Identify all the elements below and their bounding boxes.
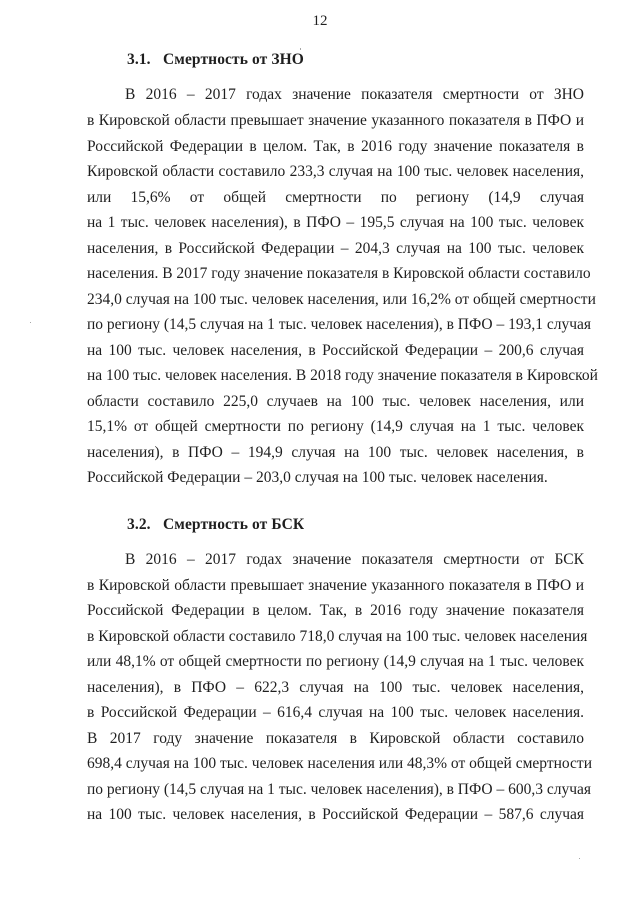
paragraph-line: на 100 тыс. человек населения. В 2018 году значение показателя в Кировской: [87, 367, 598, 384]
paragraph-line: области составило 225,0 случаев на 100 тыс. человек населения, или: [87, 393, 584, 410]
paragraph-line: в Кировской области превышает значение указанного показателя в ПФО и: [87, 577, 584, 594]
paragraph-line: Российской Федерации в целом. Так, в 2016 году значение показателя в: [87, 138, 584, 155]
paragraph-line: В 2016 – 2017 годах значение показателя смертности от ЗНО: [125, 86, 584, 103]
page-number: 12: [312, 13, 328, 29]
section-heading-3-2: [127, 516, 304, 534]
paragraph-line: населения), в ПФО – 194,9 случая на 100 тыс. человек населения, в: [87, 444, 584, 461]
paragraph-line: 698,4 случая на 100 тыс. человек населения или 48,3% от общей смертности: [87, 755, 592, 772]
paragraph-line: населения, в Российской Федерации – 204,3 случая на 100 тыс. человек: [87, 240, 584, 257]
paragraph-line: на 100 тыс. человек населения, в Российской Федерации – 587,6 случая: [87, 806, 584, 823]
paragraph-line: или 48,1% от общей смертности по региону (14,9 случая на 1 тыс. человек: [87, 653, 584, 670]
section-title: Смертность от БСК: [163, 516, 305, 533]
paragraph-line: в Кировской области превышает значение указанного показателя в ПФО и: [87, 112, 584, 129]
section-number: 3.2.: [127, 516, 151, 533]
paragraph-line: в Российской Федерации – 616,4 случая на 100 тыс. человек населения.: [87, 704, 584, 721]
section-title: Смертность от ЗНО: [163, 51, 304, 68]
paragraph-line: на 100 тыс. человек населения, в Российской Федерации – 200,6 случая: [87, 342, 584, 359]
paragraph-line: Кировской области составило 233,3 случая на 100 тыс. человек населения,: [87, 163, 584, 180]
scan-speck: [300, 48, 301, 50]
paragraph-line: населения), в ПФО – 622,3 случая на 100 тыс. человек населения,: [87, 679, 584, 696]
paragraph-line: В 2017 году значение показателя в Кировской области составило: [87, 730, 584, 747]
paragraph-line: Российской Федерации в целом. Так, в 2016 году значение показателя: [87, 602, 584, 619]
paragraph-line: 15,1% от общей смертности по региону (14,9 случая на 1 тыс. человек: [87, 418, 584, 435]
paragraph-line: населения. В 2017 году значение показателя в Кировской области составило: [87, 265, 591, 282]
paragraph-line: Российской Федерации – 203,0 случая на 100 тыс. человек населения.: [87, 469, 548, 486]
paragraph-line: по региону (14,5 случая на 1 тыс. человек населения), в ПФО – 600,3 случая: [87, 781, 592, 798]
section-heading-3-1: [127, 51, 304, 69]
paragraph-line: или 15,6% от общей смертности по региону (14,9 случая: [87, 189, 584, 206]
paragraph-line: по региону (14,5 случая на 1 тыс. человек населения), в ПФО – 193,1 случая: [87, 316, 592, 333]
paragraph-line: в Кировской области составило 718,0 случая на 100 тыс. человек населения: [87, 628, 588, 645]
scan-speck: [579, 858, 580, 859]
scan-speck: [30, 322, 31, 323]
paragraph-line: В 2016 – 2017 годах значение показателя смертности от БСК: [125, 551, 584, 568]
section-number: 3.1.: [127, 51, 151, 68]
paragraph-line: 234,0 случая на 100 тыс. человек населения, или 16,2% от общей смертности: [87, 291, 596, 308]
paragraph-line: на 1 тыс. человек населения), в ПФО – 195,5 случая на 100 тыс. человек: [87, 214, 584, 231]
